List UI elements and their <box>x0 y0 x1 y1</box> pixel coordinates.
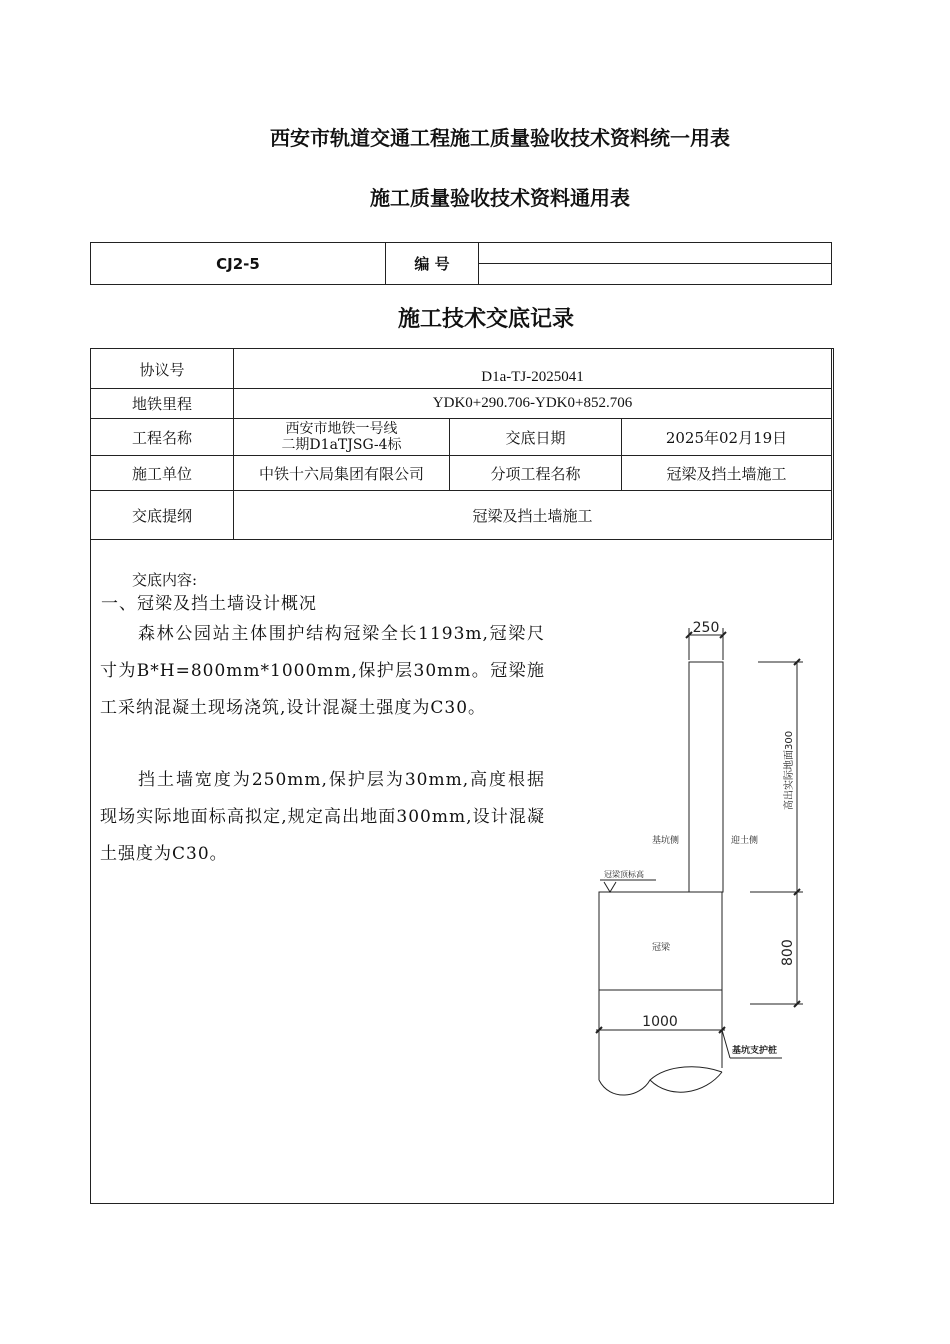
agreement-label: 协议号 <box>91 349 234 389</box>
pile-label: 基坑支护桩 <box>732 1046 778 1056</box>
agreement-value: D1a-TJ-2025041 <box>234 349 832 389</box>
form-code: CJ2-5 <box>91 243 386 285</box>
pile-leader-line <box>722 1030 730 1058</box>
soil-side-label: 迎土侧 <box>731 836 759 846</box>
dim-top-text: 250 <box>692 620 720 636</box>
dim-bottom-text: 1000 <box>642 1014 678 1030</box>
unit-value: 中铁十六局集团有限公司 <box>234 456 450 491</box>
pit-side-label: 基坑侧 <box>652 836 680 846</box>
dim-right-bottom-text: 800 <box>780 939 796 966</box>
content-heading: 交底内容: <box>132 571 198 589</box>
section-drawing <box>590 610 810 1100</box>
paragraph-retaining-wall: 挡土墙宽度为250mm,保护层为30mm,高度根据现场实际地面标高拟定,规定高出地面300mm,设计混凝土强度为C30。 <box>100 770 545 864</box>
project-value-line2: 二期D1aTJSG-4标 <box>281 437 402 453</box>
date-label: 交底日期 <box>450 419 622 456</box>
outline-value: 冠梁及挡土墙施工 <box>234 491 832 540</box>
section-heading: 一、冠梁及挡土墙设计概况 <box>101 594 317 614</box>
number-label: 编 号 <box>386 243 479 285</box>
paragraph-crown-beam: 森林公园站主体围护结构冠梁全长1193m,冠梁尺寸为B*H=800mm*1000mm,保护层30mm。冠梁施工采纳混凝土现场浇筑,设计混凝土强度为C30。 <box>100 624 545 718</box>
outline-label: 交底提纲 <box>91 491 234 540</box>
subitem-value: 冠梁及挡土墙施工 <box>622 456 832 491</box>
retaining-wall-shape <box>689 662 723 892</box>
subitem-label: 分项工程名称 <box>450 456 622 491</box>
record-title: 施工技术交底记录 <box>397 307 574 332</box>
project-value-line1: 西安市地铁一号线 <box>285 421 398 437</box>
form-code-table <box>90 242 832 285</box>
dim-right-top-text: 高出实际地面300 <box>784 730 795 810</box>
page-subtitle: 施工质量验收技术资料通用表 <box>370 186 630 210</box>
date-value: 2025年02月19日 <box>622 419 832 456</box>
pile-break-upper <box>599 1067 722 1095</box>
crown-label: 冠梁 <box>652 943 671 953</box>
crown-top-label: 冠梁顶标高 <box>604 870 644 879</box>
number-field-bottom[interactable] <box>479 264 832 285</box>
crown-beam-shape <box>599 892 722 990</box>
mileage-value: YDK0+290.706-YDK0+852.706 <box>234 389 832 419</box>
elevation-marker <box>604 882 616 892</box>
project-label: 工程名称 <box>91 419 234 456</box>
mileage-label: 地铁里程 <box>91 389 234 419</box>
number-field-top[interactable] <box>479 243 832 264</box>
unit-label: 施工单位 <box>91 456 234 491</box>
page-title: 西安市轨道交通工程施工质量验收技术资料统一用表 <box>270 126 730 150</box>
project-value <box>234 419 450 456</box>
pile-break-lower <box>650 1072 722 1092</box>
info-table <box>90 348 832 540</box>
